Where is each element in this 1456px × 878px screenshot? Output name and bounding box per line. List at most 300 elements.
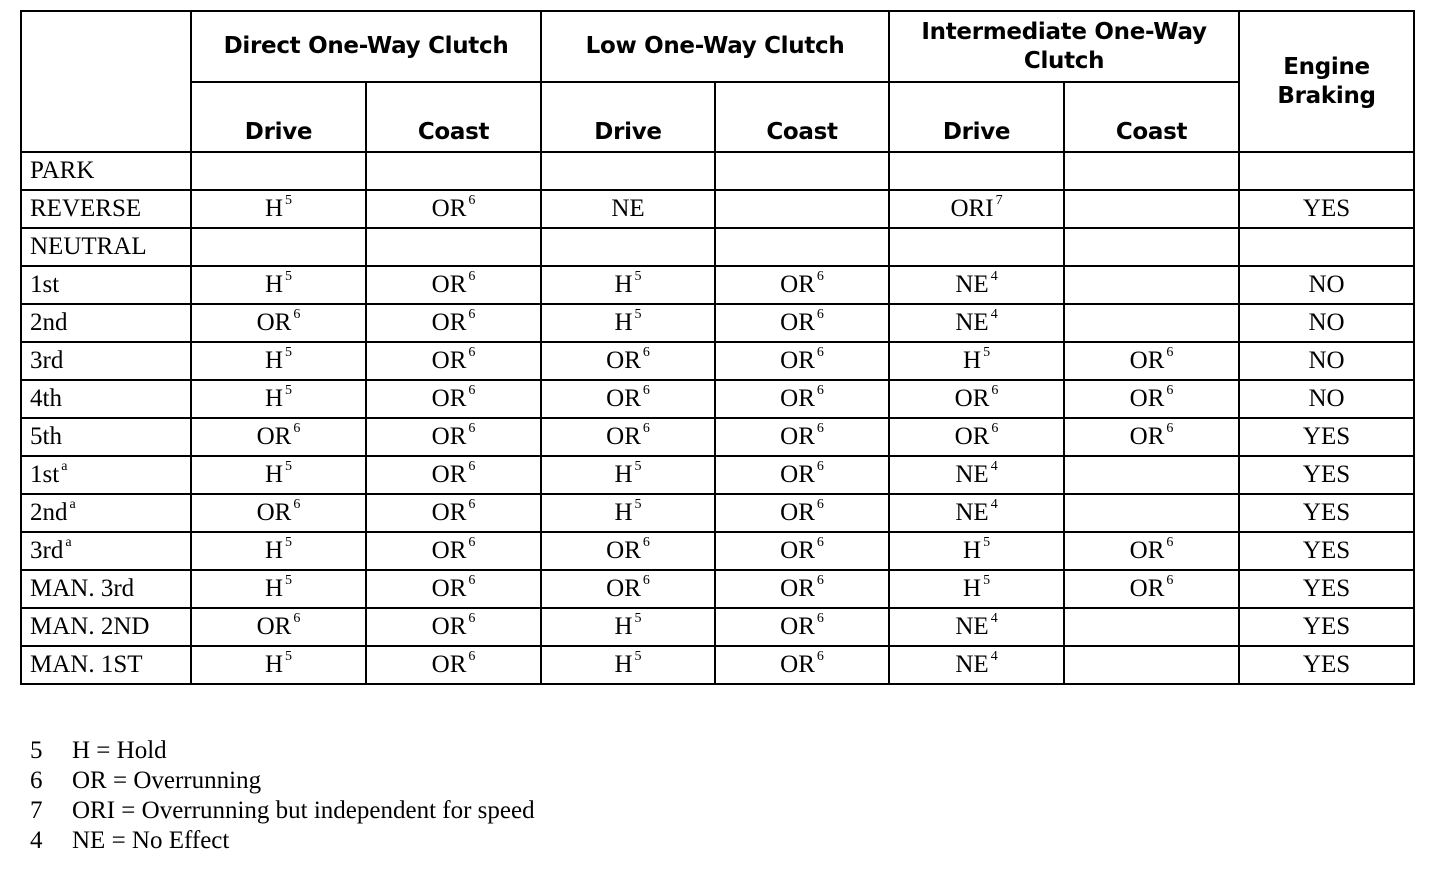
row-label (21, 266, 191, 304)
row-label-text: NEUTRAL (30, 233, 147, 260)
cell-value: OR (431, 347, 467, 374)
cell-value: H (963, 537, 982, 564)
footnote-ref: 6 (468, 459, 476, 474)
footnote-ref: 6 (816, 345, 824, 360)
footnote-ref: 6 (816, 535, 824, 550)
cell-value: H (264, 271, 284, 298)
footnote-ref: 6 (991, 383, 999, 398)
footnote-number: 5 (30, 737, 43, 764)
cell-intermediate-drive (889, 456, 1064, 494)
table-row (21, 494, 1414, 532)
cell-low-drive (541, 456, 715, 494)
cell-intermediate-drive (889, 570, 1064, 608)
cell-low-drive (541, 304, 715, 342)
cell-value: OR (256, 309, 292, 336)
footnote-ref: 5 (634, 649, 642, 664)
cell-low-coast (715, 304, 889, 342)
cell-direct-coast (366, 342, 541, 380)
cell-low-drive (541, 646, 715, 684)
cell-value: NE (955, 613, 989, 640)
cell-direct-coast (366, 228, 541, 266)
table-row (21, 532, 1414, 570)
cell-intermediate-coast (1064, 380, 1239, 418)
corner-cell (21, 11, 191, 152)
table-row (21, 190, 1414, 228)
cell-low-drive (541, 342, 715, 380)
footnote-ref: 6 (1166, 573, 1174, 588)
row-label-text: 2nd (30, 309, 68, 336)
footnote-ref: 6 (293, 497, 301, 512)
cell-intermediate-drive (889, 228, 1064, 266)
footnote-ref: 6 (816, 383, 824, 398)
footnote-ref: 6 (468, 193, 476, 208)
footnote-ref: 6 (468, 497, 476, 512)
row-label (21, 304, 191, 342)
row-label-text: 1st (30, 461, 60, 488)
cell-direct-drive (191, 228, 366, 266)
row-label (21, 228, 191, 266)
footnote-ref: 6 (816, 497, 824, 512)
row-label (21, 380, 191, 418)
cell-engine-braking (1239, 228, 1414, 266)
cell-value: OR (780, 423, 815, 450)
cell-value: OR (431, 423, 467, 450)
footnote-number: 4 (30, 827, 43, 854)
cell-engine-braking (1239, 646, 1414, 684)
cell-intermediate-coast (1064, 304, 1239, 342)
cell-direct-drive (191, 190, 366, 228)
row-label-superscript: a (61, 459, 68, 474)
row-label-text: MAN. 3rd (30, 575, 135, 602)
footnote-ref: 4 (990, 497, 998, 512)
footnote-ref: 6 (816, 269, 824, 284)
clutch-application-table (20, 10, 1415, 685)
cell-value: OR (780, 499, 815, 526)
footnote-ref: 6 (642, 345, 650, 360)
cell-engine-braking (1239, 570, 1414, 608)
footnote-ref: 4 (990, 269, 998, 284)
cell-low-coast (715, 570, 889, 608)
cell-value: OR (606, 347, 641, 374)
cell-value: H (614, 651, 633, 678)
footnote-ref: 6 (816, 649, 824, 664)
footnote-ref: 5 (285, 649, 293, 664)
cell-intermediate-drive (889, 532, 1064, 570)
row-label (21, 190, 191, 228)
footnote-ref: 6 (816, 421, 824, 436)
table-row (21, 646, 1414, 684)
footnote-ref: 4 (990, 459, 998, 474)
cell-value: OR (606, 575, 641, 602)
cell-value: NE (955, 271, 989, 298)
footnote-ref: 6 (468, 535, 476, 550)
cell-engine-braking (1239, 418, 1414, 456)
cell-intermediate-drive (889, 646, 1064, 684)
footnote-ref: 5 (634, 497, 642, 512)
cell-low-coast (715, 190, 889, 228)
cell-value: OR (606, 537, 641, 564)
cell-intermediate-coast (1064, 570, 1239, 608)
cell-value: H (264, 461, 284, 488)
cell-value: NE (955, 651, 989, 678)
cell-intermediate-drive (889, 380, 1064, 418)
header-engine-braking: Engine Braking (1239, 11, 1414, 152)
footnote-ref: 6 (468, 611, 476, 626)
cell-value: YES (1302, 537, 1351, 564)
cell-value: NO (1308, 385, 1345, 412)
cell-value: OR (780, 309, 815, 336)
footnote-text: ORI = Overrunning but independent for speed (72, 797, 535, 824)
cell-intermediate-coast (1064, 646, 1239, 684)
cell-low-coast (715, 494, 889, 532)
cell-engine-braking (1239, 152, 1414, 190)
cell-value: ORI (950, 195, 994, 222)
table-row (21, 152, 1414, 190)
cell-value: OR (431, 575, 467, 602)
subheader-low-coast: Coast (715, 82, 889, 152)
footnote-ref: 5 (285, 459, 293, 474)
footnote-ref: 5 (983, 573, 991, 588)
cell-value: YES (1302, 461, 1351, 488)
row-label (21, 608, 191, 646)
cell-intermediate-coast (1064, 190, 1239, 228)
row-label (21, 570, 191, 608)
cell-value: OR (954, 385, 990, 412)
cell-direct-coast (366, 608, 541, 646)
cell-value: YES (1302, 499, 1351, 526)
cell-low-coast (715, 646, 889, 684)
subheader-direct-coast: Coast (366, 82, 541, 152)
cell-direct-drive (191, 418, 366, 456)
cell-value: NE (955, 499, 989, 526)
cell-value: OR (256, 613, 292, 640)
footnote-ref: 6 (293, 611, 301, 626)
cell-value: OR (431, 613, 467, 640)
footnote-ref: 6 (642, 573, 650, 588)
cell-intermediate-coast (1064, 418, 1239, 456)
footnote-ref: 6 (991, 421, 999, 436)
cell-value: H (264, 651, 284, 678)
cell-value: NE (611, 195, 645, 222)
header-low-one-way-clutch: Low One-Way Clutch (541, 11, 889, 82)
cell-value: OR (780, 385, 815, 412)
cell-value: NO (1308, 271, 1345, 298)
cell-value: OR (431, 309, 467, 336)
cell-direct-drive (191, 380, 366, 418)
cell-engine-braking (1239, 342, 1414, 380)
cell-value: OR (431, 195, 467, 222)
cell-direct-drive (191, 608, 366, 646)
cell-direct-coast (366, 190, 541, 228)
footnote-ref: 6 (468, 307, 476, 322)
cell-engine-braking (1239, 304, 1414, 342)
footnote-ref: 6 (468, 649, 476, 664)
cell-intermediate-drive (889, 266, 1064, 304)
cell-value: OR (256, 499, 292, 526)
cell-value: OR (606, 423, 641, 450)
header-intermediate-one-way-clutch: Intermediate One-Way Clutch (889, 11, 1239, 82)
cell-engine-braking (1239, 190, 1414, 228)
row-label (21, 342, 191, 380)
row-label (21, 418, 191, 456)
cell-direct-coast (366, 266, 541, 304)
cell-value: OR (606, 385, 641, 412)
cell-direct-drive (191, 532, 366, 570)
row-label-text: 3rd (30, 347, 64, 374)
cell-value: H (264, 385, 284, 412)
footnote-ref: 6 (1166, 345, 1174, 360)
cell-intermediate-drive (889, 190, 1064, 228)
cell-value: H (614, 271, 633, 298)
footnote-ref: 5 (285, 573, 293, 588)
footnote-ref: 5 (285, 269, 293, 284)
cell-intermediate-coast (1064, 266, 1239, 304)
cell-low-drive (541, 570, 715, 608)
footnote-text: NE = No Effect (72, 827, 230, 854)
row-label-text: MAN. 2ND (30, 613, 150, 640)
row-label-text: 2nd (30, 499, 68, 526)
footnote-ref: 6 (816, 307, 824, 322)
cell-engine-braking (1239, 494, 1414, 532)
cell-value: H (614, 499, 633, 526)
cell-value: OR (1129, 537, 1165, 564)
cell-value: H (264, 347, 284, 374)
cell-direct-coast (366, 418, 541, 456)
footnote-ref: 6 (468, 269, 476, 284)
cell-low-drive (541, 380, 715, 418)
table-row (21, 570, 1414, 608)
cell-value: YES (1302, 195, 1351, 222)
footnote-text: OR = Overrunning (72, 767, 262, 794)
footnote-ref: 6 (468, 383, 476, 398)
cell-value: OR (780, 537, 815, 564)
cell-low-drive (541, 608, 715, 646)
cell-direct-drive (191, 456, 366, 494)
cell-value: NE (955, 309, 989, 336)
cell-value: H (264, 575, 284, 602)
cell-low-drive (541, 494, 715, 532)
footnote-ref: 6 (816, 573, 824, 588)
footnote-ref: 6 (468, 421, 476, 436)
row-label-text: REVERSE (30, 195, 142, 222)
cell-intermediate-coast (1064, 608, 1239, 646)
cell-intermediate-coast (1064, 532, 1239, 570)
row-label-text: 3rd (30, 537, 64, 564)
cell-value: OR (1129, 575, 1165, 602)
footnote-ref: 6 (468, 345, 476, 360)
cell-value: OR (256, 423, 292, 450)
cell-low-drive (541, 228, 715, 266)
footnote-ref: 6 (1166, 383, 1174, 398)
footnote-ref: 6 (293, 421, 301, 436)
cell-intermediate-coast (1064, 342, 1239, 380)
cell-intermediate-drive (889, 494, 1064, 532)
cell-value: H (264, 537, 284, 564)
table-row (21, 608, 1414, 646)
cell-value: H (614, 461, 633, 488)
table-row (21, 228, 1414, 266)
cell-value: OR (1129, 385, 1165, 412)
cell-engine-braking (1239, 532, 1414, 570)
footnote-ref: 5 (285, 383, 293, 398)
cell-value: OR (1129, 347, 1165, 374)
cell-intermediate-coast (1064, 456, 1239, 494)
cell-intermediate-coast (1064, 228, 1239, 266)
row-label (21, 456, 191, 494)
cell-direct-coast (366, 304, 541, 342)
cell-low-coast (715, 228, 889, 266)
row-label-text: PARK (30, 157, 95, 184)
footnote-ref: 7 (995, 193, 1003, 208)
cell-value: H (963, 347, 982, 374)
cell-intermediate-drive (889, 304, 1064, 342)
cell-value: YES (1302, 613, 1351, 640)
cell-low-drive (541, 190, 715, 228)
cell-value: YES (1302, 423, 1351, 450)
footnote-ref: 5 (634, 611, 642, 626)
row-label (21, 494, 191, 532)
cell-intermediate-drive (889, 608, 1064, 646)
cell-direct-coast (366, 494, 541, 532)
cell-intermediate-drive (889, 418, 1064, 456)
cell-direct-drive (191, 266, 366, 304)
cell-direct-coast (366, 380, 541, 418)
footnote-ref: 6 (642, 535, 650, 550)
cell-intermediate-coast (1064, 494, 1239, 532)
cell-value: OR (431, 499, 467, 526)
cell-engine-braking (1239, 266, 1414, 304)
cell-value: OR (431, 461, 467, 488)
cell-value: OR (431, 385, 467, 412)
footnote-line (30, 796, 535, 826)
row-label-text: 1st (30, 271, 60, 298)
cell-direct-coast (366, 532, 541, 570)
footnote-ref: 5 (634, 269, 642, 284)
cell-value: YES (1302, 651, 1351, 678)
cell-low-coast (715, 380, 889, 418)
footnote-ref: 4 (990, 611, 998, 626)
footnote-ref: 5 (983, 535, 991, 550)
footnote-ref: 5 (285, 345, 293, 360)
cell-low-coast (715, 456, 889, 494)
footnote-ref: 6 (1166, 421, 1174, 436)
footnote-line (30, 736, 535, 766)
cell-low-drive (541, 532, 715, 570)
cell-value: OR (1129, 423, 1165, 450)
cell-direct-drive (191, 570, 366, 608)
table-row (21, 304, 1414, 342)
row-label-text: 4th (30, 385, 62, 412)
cell-value: YES (1302, 575, 1351, 602)
row-label (21, 532, 191, 570)
cell-direct-coast (366, 570, 541, 608)
cell-value: OR (431, 651, 467, 678)
footnote-number: 7 (30, 797, 43, 824)
cell-engine-braking (1239, 456, 1414, 494)
row-label (21, 152, 191, 190)
footnote-ref: 6 (1166, 535, 1174, 550)
subheader-intermediate-drive: Drive (889, 82, 1064, 152)
table-row (21, 380, 1414, 418)
footnote-number: 6 (30, 767, 43, 794)
row-label-superscript: a (65, 535, 72, 550)
cell-value: NE (955, 461, 989, 488)
cell-low-coast (715, 608, 889, 646)
footnote-ref: 6 (816, 611, 824, 626)
cell-value: OR (780, 613, 815, 640)
footnote-ref: 5 (285, 535, 293, 550)
cell-value: OR (431, 271, 467, 298)
footnote-ref: 6 (816, 459, 824, 474)
footnote-ref: 5 (285, 193, 293, 208)
cell-value: OR (431, 537, 467, 564)
cell-low-drive (541, 266, 715, 304)
cell-intermediate-drive (889, 152, 1064, 190)
cell-low-coast (715, 532, 889, 570)
footnote-line (30, 766, 535, 796)
cell-value: NO (1308, 347, 1345, 374)
footnote-ref: 4 (990, 307, 998, 322)
footnote-ref: 6 (468, 573, 476, 588)
footnotes (30, 736, 535, 856)
cell-value: OR (780, 271, 815, 298)
row-label (21, 646, 191, 684)
cell-value: OR (780, 575, 815, 602)
table-row (21, 266, 1414, 304)
footnote-ref: 5 (634, 459, 642, 474)
header-direct-one-way-clutch: Direct One-Way Clutch (191, 11, 541, 82)
cell-direct-coast (366, 152, 541, 190)
cell-low-coast (715, 266, 889, 304)
subheader-low-drive: Drive (541, 82, 715, 152)
cell-intermediate-drive (889, 342, 1064, 380)
cell-direct-drive (191, 494, 366, 532)
cell-direct-coast (366, 456, 541, 494)
cell-low-coast (715, 418, 889, 456)
cell-engine-braking (1239, 608, 1414, 646)
cell-low-coast (715, 152, 889, 190)
cell-value: H (614, 309, 633, 336)
footnote-text: H = Hold (72, 737, 167, 764)
cell-low-drive (541, 418, 715, 456)
row-label-text: 5th (30, 423, 62, 450)
cell-direct-coast (366, 646, 541, 684)
table-row (21, 342, 1414, 380)
subheader-intermediate-coast: Coast (1064, 82, 1239, 152)
footnote-ref: 4 (990, 649, 998, 664)
cell-direct-drive (191, 342, 366, 380)
cell-engine-braking (1239, 380, 1414, 418)
footnote-ref: 5 (983, 345, 991, 360)
cell-low-drive (541, 152, 715, 190)
cell-direct-drive (191, 304, 366, 342)
cell-value: OR (780, 347, 815, 374)
row-label-text: MAN. 1ST (30, 651, 143, 678)
footnote-ref: 6 (293, 307, 301, 322)
cell-value: H (614, 613, 633, 640)
cell-value: OR (954, 423, 990, 450)
table-row (21, 418, 1414, 456)
cell-direct-drive (191, 646, 366, 684)
row-label-superscript: a (69, 497, 76, 512)
cell-value: H (264, 195, 284, 222)
cell-direct-drive (191, 152, 366, 190)
footnote-ref: 6 (642, 421, 650, 436)
cell-intermediate-coast (1064, 152, 1239, 190)
cell-low-coast (715, 342, 889, 380)
table-row (21, 456, 1414, 494)
subheader-direct-drive: Drive (191, 82, 366, 152)
